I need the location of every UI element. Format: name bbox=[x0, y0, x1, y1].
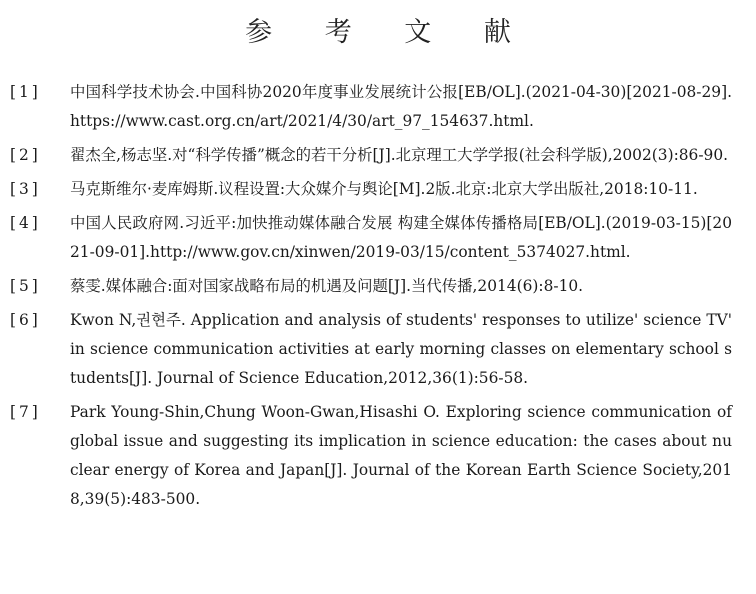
reference-item bbox=[0, 272, 756, 301]
reference-text: 蔡雯.媒体融合:面对国家战略布局的机遇及问题[J].当代传播,2014(6):8-10. bbox=[70, 277, 584, 295]
reference-item bbox=[0, 398, 756, 514]
reference-number: [6] bbox=[10, 311, 41, 329]
page-title: 参 考 文 献 bbox=[245, 17, 533, 48]
reference-number: [3] bbox=[10, 180, 41, 198]
reference-text: Park Young-Shin,Chung Woon-Gwan,Hisashi O. Exploring science communication of global issue and suggesting its implication in science education: the cases about nuclear energy of Korea and Japan[J]. Journal of the Korean Earth Science Society,2018,39(5):483-500. bbox=[70, 403, 732, 508]
reference-text: 翟杰全,杨志坚.对“科学传播”概念的若干分析[J].北京理工大学学报(社会科学版),2002(3):86-90. bbox=[70, 146, 729, 164]
reference-number: [4] bbox=[10, 214, 41, 232]
reference-item bbox=[0, 306, 756, 393]
reference-text: Kwon N,권현주. Application and analysis of students' responses to utilize' science TV' in science communication activities at early morning classes on elementary school students[J]. Journal of Science Education,2012,36(1):56-58. bbox=[70, 311, 732, 387]
reference-number: [5] bbox=[10, 277, 41, 295]
reference-number: [7] bbox=[10, 403, 41, 421]
reference-item bbox=[0, 175, 756, 204]
reference-number: [1] bbox=[10, 83, 41, 101]
reference-item bbox=[0, 141, 756, 170]
reference-number: [2] bbox=[10, 146, 41, 164]
reference-text: 中国人民政府网.习近平:加快推动媒体融合发展 构建全媒体传播格局[EB/OL].(2019-03-15)[2021-09-01].http://www.gov.cn/xinwen/2019-03/15/content_5374027.html. bbox=[70, 214, 732, 261]
reference-list bbox=[0, 78, 756, 519]
reference-item bbox=[0, 78, 756, 136]
reference-text: 中国科学技术协会.中国科协2020年度事业发展统计公报[EB/OL].(2021-04-30)[2021-08-29].https://www.cast.org.cn/art/2021/4/30/art_97_154637.html. bbox=[70, 83, 732, 130]
reference-item bbox=[0, 209, 756, 267]
reference-text: 马克斯维尔·麦库姆斯.议程设置:大众媒介与舆论[M].2版.北京:北京大学出版社,2018:10-11. bbox=[70, 180, 698, 198]
